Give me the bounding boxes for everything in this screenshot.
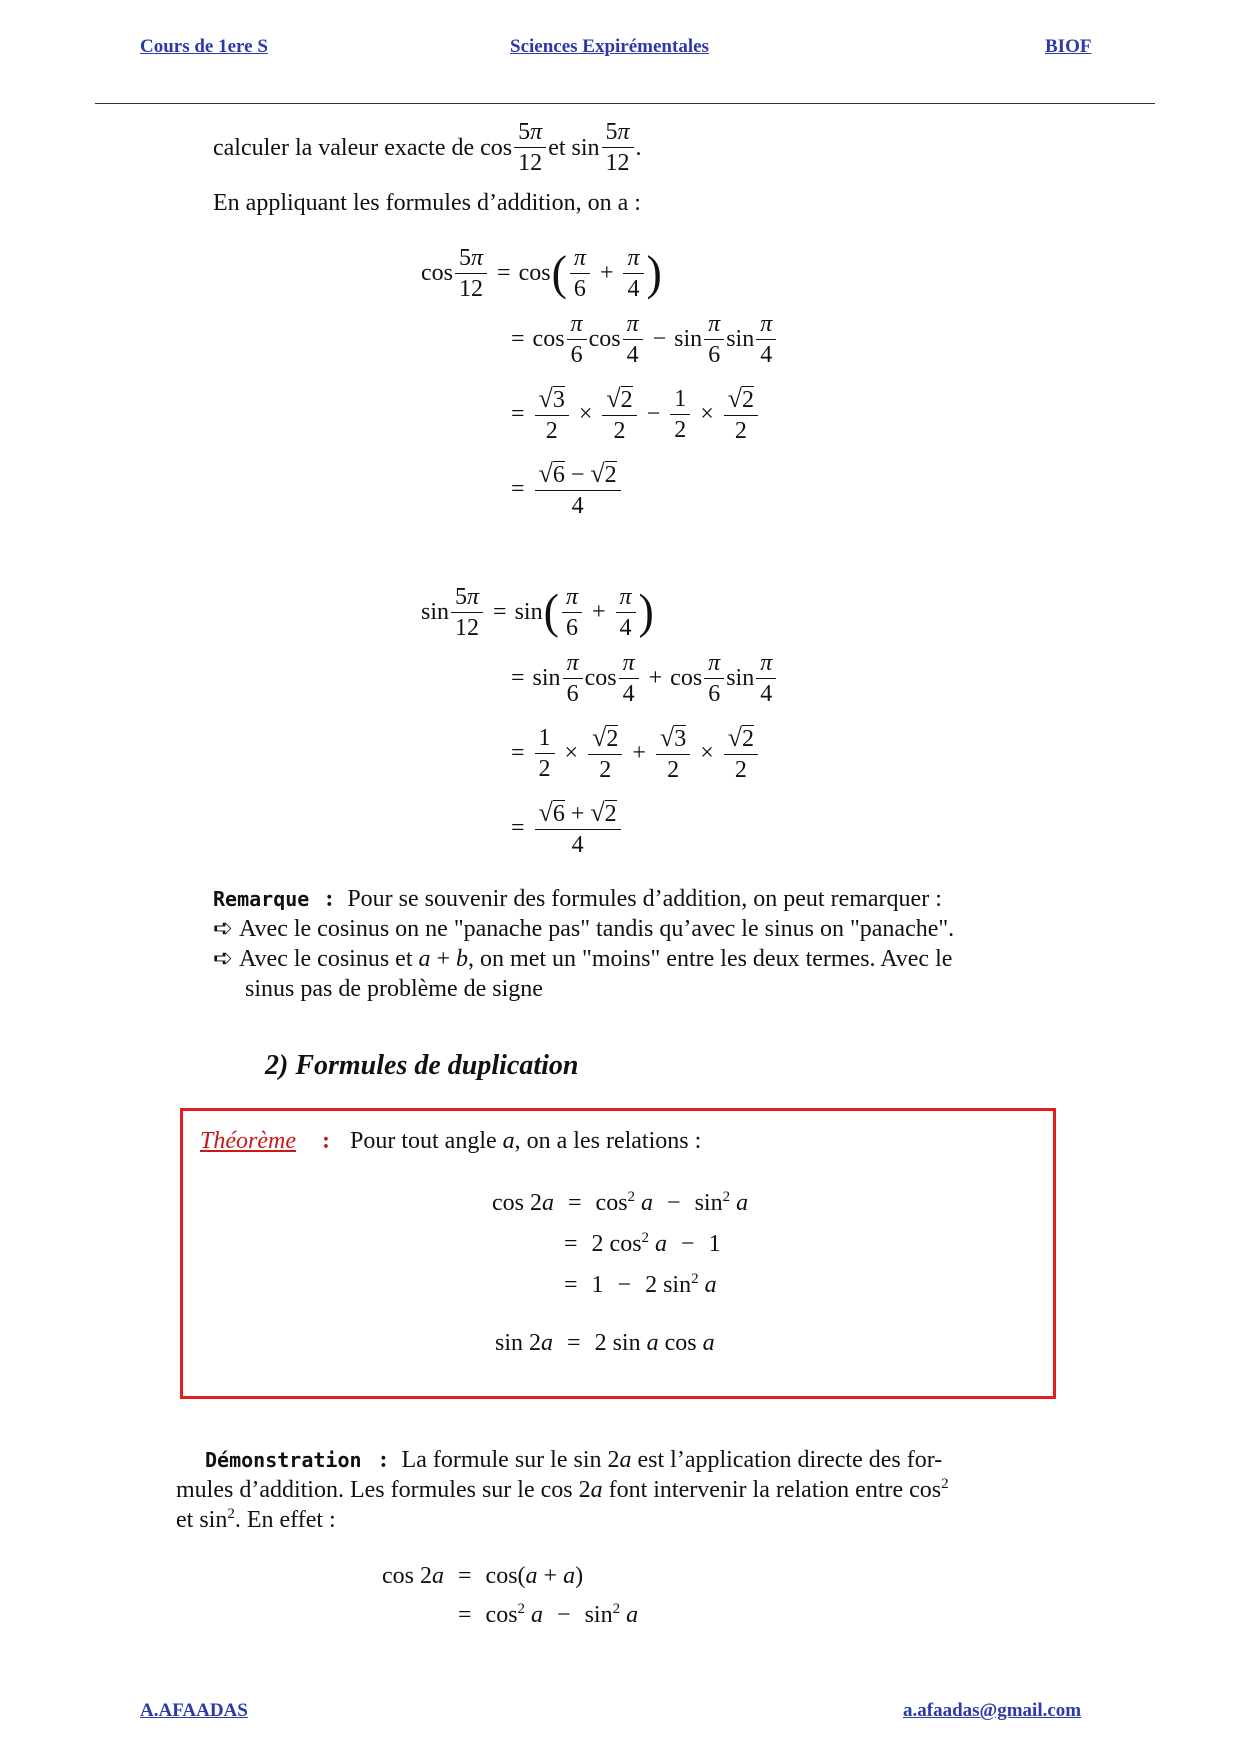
demo-text-2a: mules d’addition. Les formules sur le cos 2 [176,1477,591,1503]
theorem-text-b: , on a les relations : [514,1128,702,1154]
intro-text-b: et sin [548,134,600,161]
remark-bullet-1 [213,914,954,944]
cos-eq-3: = √ 3 2 × √ 2 2 − $\frac{1}{2}$ × √ 2 2 [503,383,760,445]
frac-5pi-12: $\frac{5\pi}{12}$ [604,120,632,175]
demo-line-2: mules d’addition. Les formules sur le cos 2a font intervenir la relation entre $\cos^2$ [176,1476,949,1503]
sin-eq-1: sin $\frac{5\pi}{12}$ = sin ( $\frac{\pi}{6}$ + $\frac{\pi}{4}$ ) [421,583,654,641]
demo-text-3a: et sin [176,1507,228,1533]
theorem-label: Théorème [200,1128,296,1154]
demo-text-1a: La formule sur le sin 2 [401,1447,620,1473]
header-biof[interactable]: BIOF [1045,36,1092,57]
header-subject[interactable]: Sciences Expirémentales [510,36,709,57]
header-course[interactable]: Cours de 1ere S [140,36,268,57]
remark-text: Pour se souvenir des formules d’addition, on peut remarquer : [347,886,942,912]
header-divider [95,103,1155,104]
theorem-line: Théorème : Pour tout angle a, on a les relations : [200,1128,702,1154]
demo-text-1b: est l’application directe des for- [631,1447,943,1473]
footer-author[interactable]: A.AFAADAS [140,1700,248,1721]
right-arrow-icon: ➪ [213,946,234,972]
bullet-1-text: Avec le cosinus on ne "panache pas" tandis qu’avec le sinus on "panache". [239,916,955,942]
footer-email[interactable]: a.afaadas@gmail.com [903,1700,1082,1721]
theorem-eq-3: = 1 − 2 $\sin^2 a$ [564,1271,717,1298]
right-arrow-icon: ➪ [213,916,234,942]
theorem-eq-4: sin 2a = 2 sin a cos a [495,1330,715,1356]
bullet-2-text-b: , on met un "moins" entre les deux termes. Avec le [468,946,953,972]
bullet-2-text-a: Avec le cosinus et [239,946,413,972]
cos-eq-4: = √ 6 − √ 2 4 [503,458,623,520]
demo-text-3b: . En effet : [234,1507,336,1533]
theorem-text-a: Pour tout angle [349,1128,497,1154]
sin-eq-4: = √ 6 + √ 2 4 [503,797,623,859]
intro-line1: calculer la valeur exacte de cos $\frac{5\pi}{12}$ et sin $\frac{5\pi}{12}$ . [213,119,642,176]
intro-text-a: calculer la valeur exacte de cos [213,134,513,161]
cos-eq-1: cos $\frac{5\pi}{12}$ = cos ( $\frac{\pi}{6}$ + $\frac{\pi}{4}$ ) [421,244,662,302]
remark-line: Remarque : Pour se souvenir des formules d’addition, on peut remarquer : [213,886,942,912]
demo-eq-1: cos 2a = cos(a + a) [382,1563,584,1589]
demo-label: Démonstration [205,1448,362,1472]
sin-eq-2: = sin $\frac{\pi}{6}$ cos $\frac{\pi}{4}$ + cos $\frac{\pi}{6}$ sin $\frac{\pi}{4}$ [503,647,778,709]
remark-label: Remarque [213,887,310,911]
intro-line2: En appliquant les formules d’addition, on a : [213,190,641,216]
cos-eq-2: = cos $\frac{\pi}{6}$ cos $\frac{\pi}{4}$ − sin $\frac{\pi}{6}$ sin $\frac{\pi}{4}$ [503,308,778,370]
demo-text-2b: font intervenir la relation entre cos [602,1477,942,1503]
demo-line-1: Démonstration : La formule sur le sin 2a est l’application directe des for- [205,1447,943,1473]
section-title: 2) Formules de duplication [265,1050,579,1081]
theorem-eq-2: = 2 $\cos^2 a - 1$ [564,1230,721,1257]
remark-bullet-2-cont: sinus pas de problème de signe [245,976,543,1002]
remark-bullet-2: ➪ Avec le cosinus et a + b, on met un "moins" entre les deux termes. Avec le [213,946,953,972]
sin-eq-3: = $\frac{1}{2}$ × √ 2 2 + √ 3 2 × √ 2 2 [503,722,760,784]
frac-5pi-12: $\frac{5\pi}{12}$ [516,120,544,175]
demo-line-3: et $\sin^2$. En effet : [176,1506,336,1533]
demo-eq-2: = $\cos^2 a - \sin^2 a$ [458,1601,639,1628]
theorem-eq-1: $\cos 2a = \cos^2 a - \sin^2 a$ [492,1189,749,1216]
